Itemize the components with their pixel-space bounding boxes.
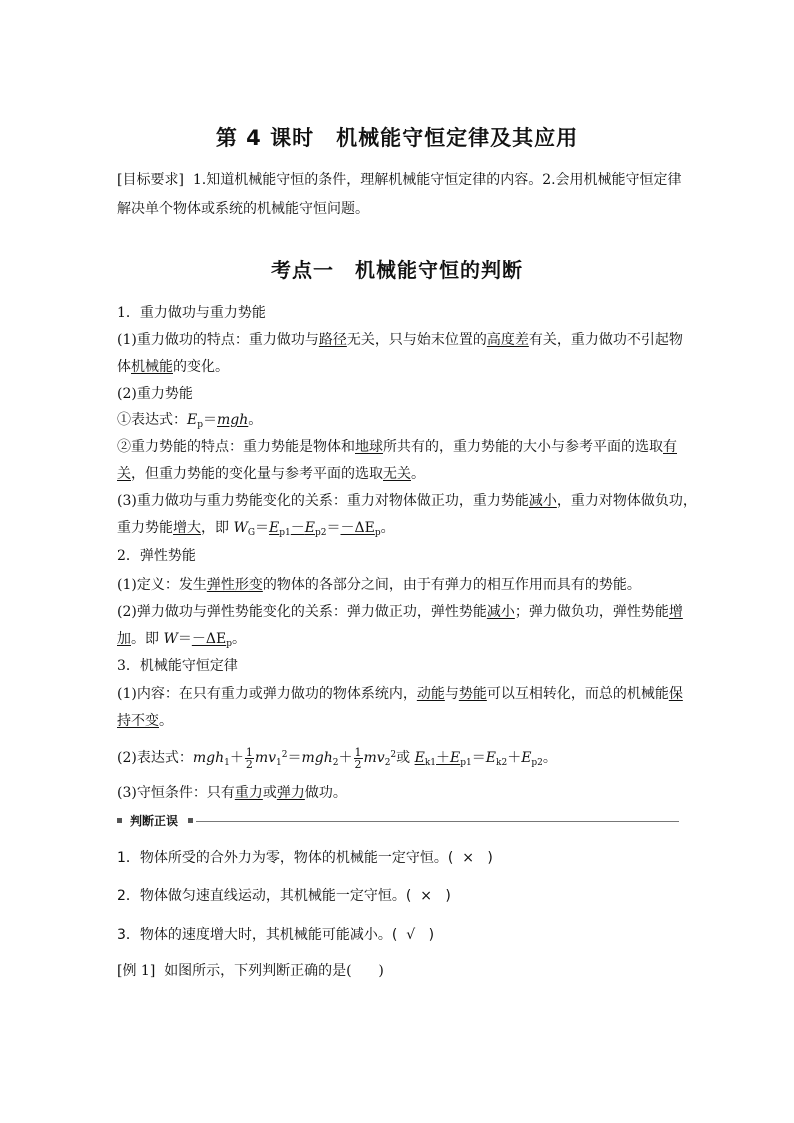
blank-answer: mgh [217,412,249,428]
potential-formula: ①表达式：$E_p=mgh$。 [117,412,263,430]
section-title: 考点一 机械能守恒的判断 [271,258,523,282]
gravity-work-feature: (1)重力做功的特点：重力做功与路径无关，只与始末位置的高度差有关，重力做功不引起物 [117,332,683,348]
blank-answer: 动能 [416,686,445,702]
learning-goal [117,166,683,224]
gravity-potential-relation-cont: 重力势能增大，即 $W_G=E_{p1}-E_{p2}=-\Delta E_p$。 [117,520,395,538]
judge-question-3: 3．物体的速度增大时，其机械能可能减小。( √ ) [117,927,435,943]
conservation-expression: (2)表达式：mgh$_1$＋ $\frac{1}{2}$ $mv_1^2=mgh_2+$ $\frac{1}{2}$ $mv_2^2$或 $E_{k1}+E_{p1}=E_{k2}+E_{p2}$。 [117,745,557,771]
fraction-one-half: $\frac{1}{2}$ [354,745,362,771]
heading-conservation: 3．机械能守恒定律 [117,658,238,674]
square-bullet-icon [117,818,122,823]
answer-mark: × [462,850,475,866]
blank-answer: 关 [117,466,131,482]
blank-answer: 加 [117,631,131,647]
blank-answer: 势能 [458,686,487,702]
conservation-content-cont: 持不变。 [117,713,173,729]
potential-feature-cont: 关，但重力势能的变化量与参考平面的选取无关。 [117,466,425,482]
elastic-relation: (2)弹力做功与弹性势能变化的关系：弹力做正功，弹性势能减小；弹力做负功，弹性势能增 [117,604,683,620]
blank-answer: $E_{k1}+E_{p1}$ [414,750,472,768]
gravity-work-feature-cont: 体机械能的变化。 [117,359,229,375]
blank-answer: 减小 [528,493,557,509]
blank-answer: 增大 [173,520,201,536]
elastic-relation-cont: 加。即 $W=-\Delta E_p$。 [117,631,246,649]
heading-gravity: 1．重力做功与重力势能 [117,305,266,321]
divider-line [196,821,679,822]
blank-answer: $-\Delta E_p$ [340,520,381,538]
example-tag: [例 1] [117,963,156,979]
blank-answer: 路径 [318,332,347,348]
blank-answer: 有 [663,439,677,455]
blank-answer: 保 [668,686,683,702]
blank-answer: 增 [668,604,683,620]
blank-answer: 机械能 [131,359,173,375]
blank-answer: 弹力 [276,785,305,801]
blank-answer: $-\Delta E_p$ [191,631,232,649]
fraction-one-half: $\frac{1}{2}$ [245,745,253,771]
goal-text: 1.知道机械能守恒的条件，理解机械能守恒定律的内容。2.会用机械能守恒定律解决单个物体或系统的机械能守恒问题。 [117,172,682,217]
sub-heading-potential: (2)重力势能 [117,386,193,402]
heading-elastic: 2．弹性势能 [117,548,196,564]
answer-mark: × [420,888,433,904]
example-1: [例 1] 如图所示，下列判断正确的是( ) [117,963,384,979]
elastic-definition: (1)定义：发生弹性形变的物体的各部分之间，由于有弹力的相互作用而具有的势能。 [117,577,641,593]
blank-answer: 地球 [355,439,383,455]
judge-question-2: 2．物体做匀速直线运动，其机械能一定守恒。( × ) [117,888,451,904]
lesson-title: 第 4 课时 机械能守恒定律及其应用 [215,126,579,150]
judge-label: 判断正误 [130,814,179,828]
judge-question-1: 1．物体所受的合外力为零，物体的机械能一定守恒。( × ) [117,850,493,866]
conservation-condition: (3)守恒条件：只有重力或弹力做功。 [117,785,347,801]
blank-answer: 无关 [383,466,411,482]
judge-section-bar [117,812,679,830]
blank-answer: 持不变 [117,713,159,729]
potential-feature: ②重力势能的特点：重力势能是物体和地球所共有的，重力势能的大小与参考平面的选取有 [117,439,677,455]
conservation-content: (1)内容：在只有重力或弹力做功的物体系统内，动能与势能可以互相转化，而总的机械能保 [117,686,683,702]
square-bullet-icon [188,818,193,823]
blank-answer: 减小 [486,604,515,620]
blank-answer: 重力 [234,785,263,801]
answer-mark: √ [406,927,416,943]
blank-answer: 弹性形变 [206,577,263,593]
blank-answer: 高度差 [486,332,529,348]
gravity-potential-relation: (3)重力做功与重力势能变化的关系：重力对物体做正功，重力势能减小，重力对物体做负功， [117,493,697,509]
goal-tag: [目标要求] [117,172,184,188]
